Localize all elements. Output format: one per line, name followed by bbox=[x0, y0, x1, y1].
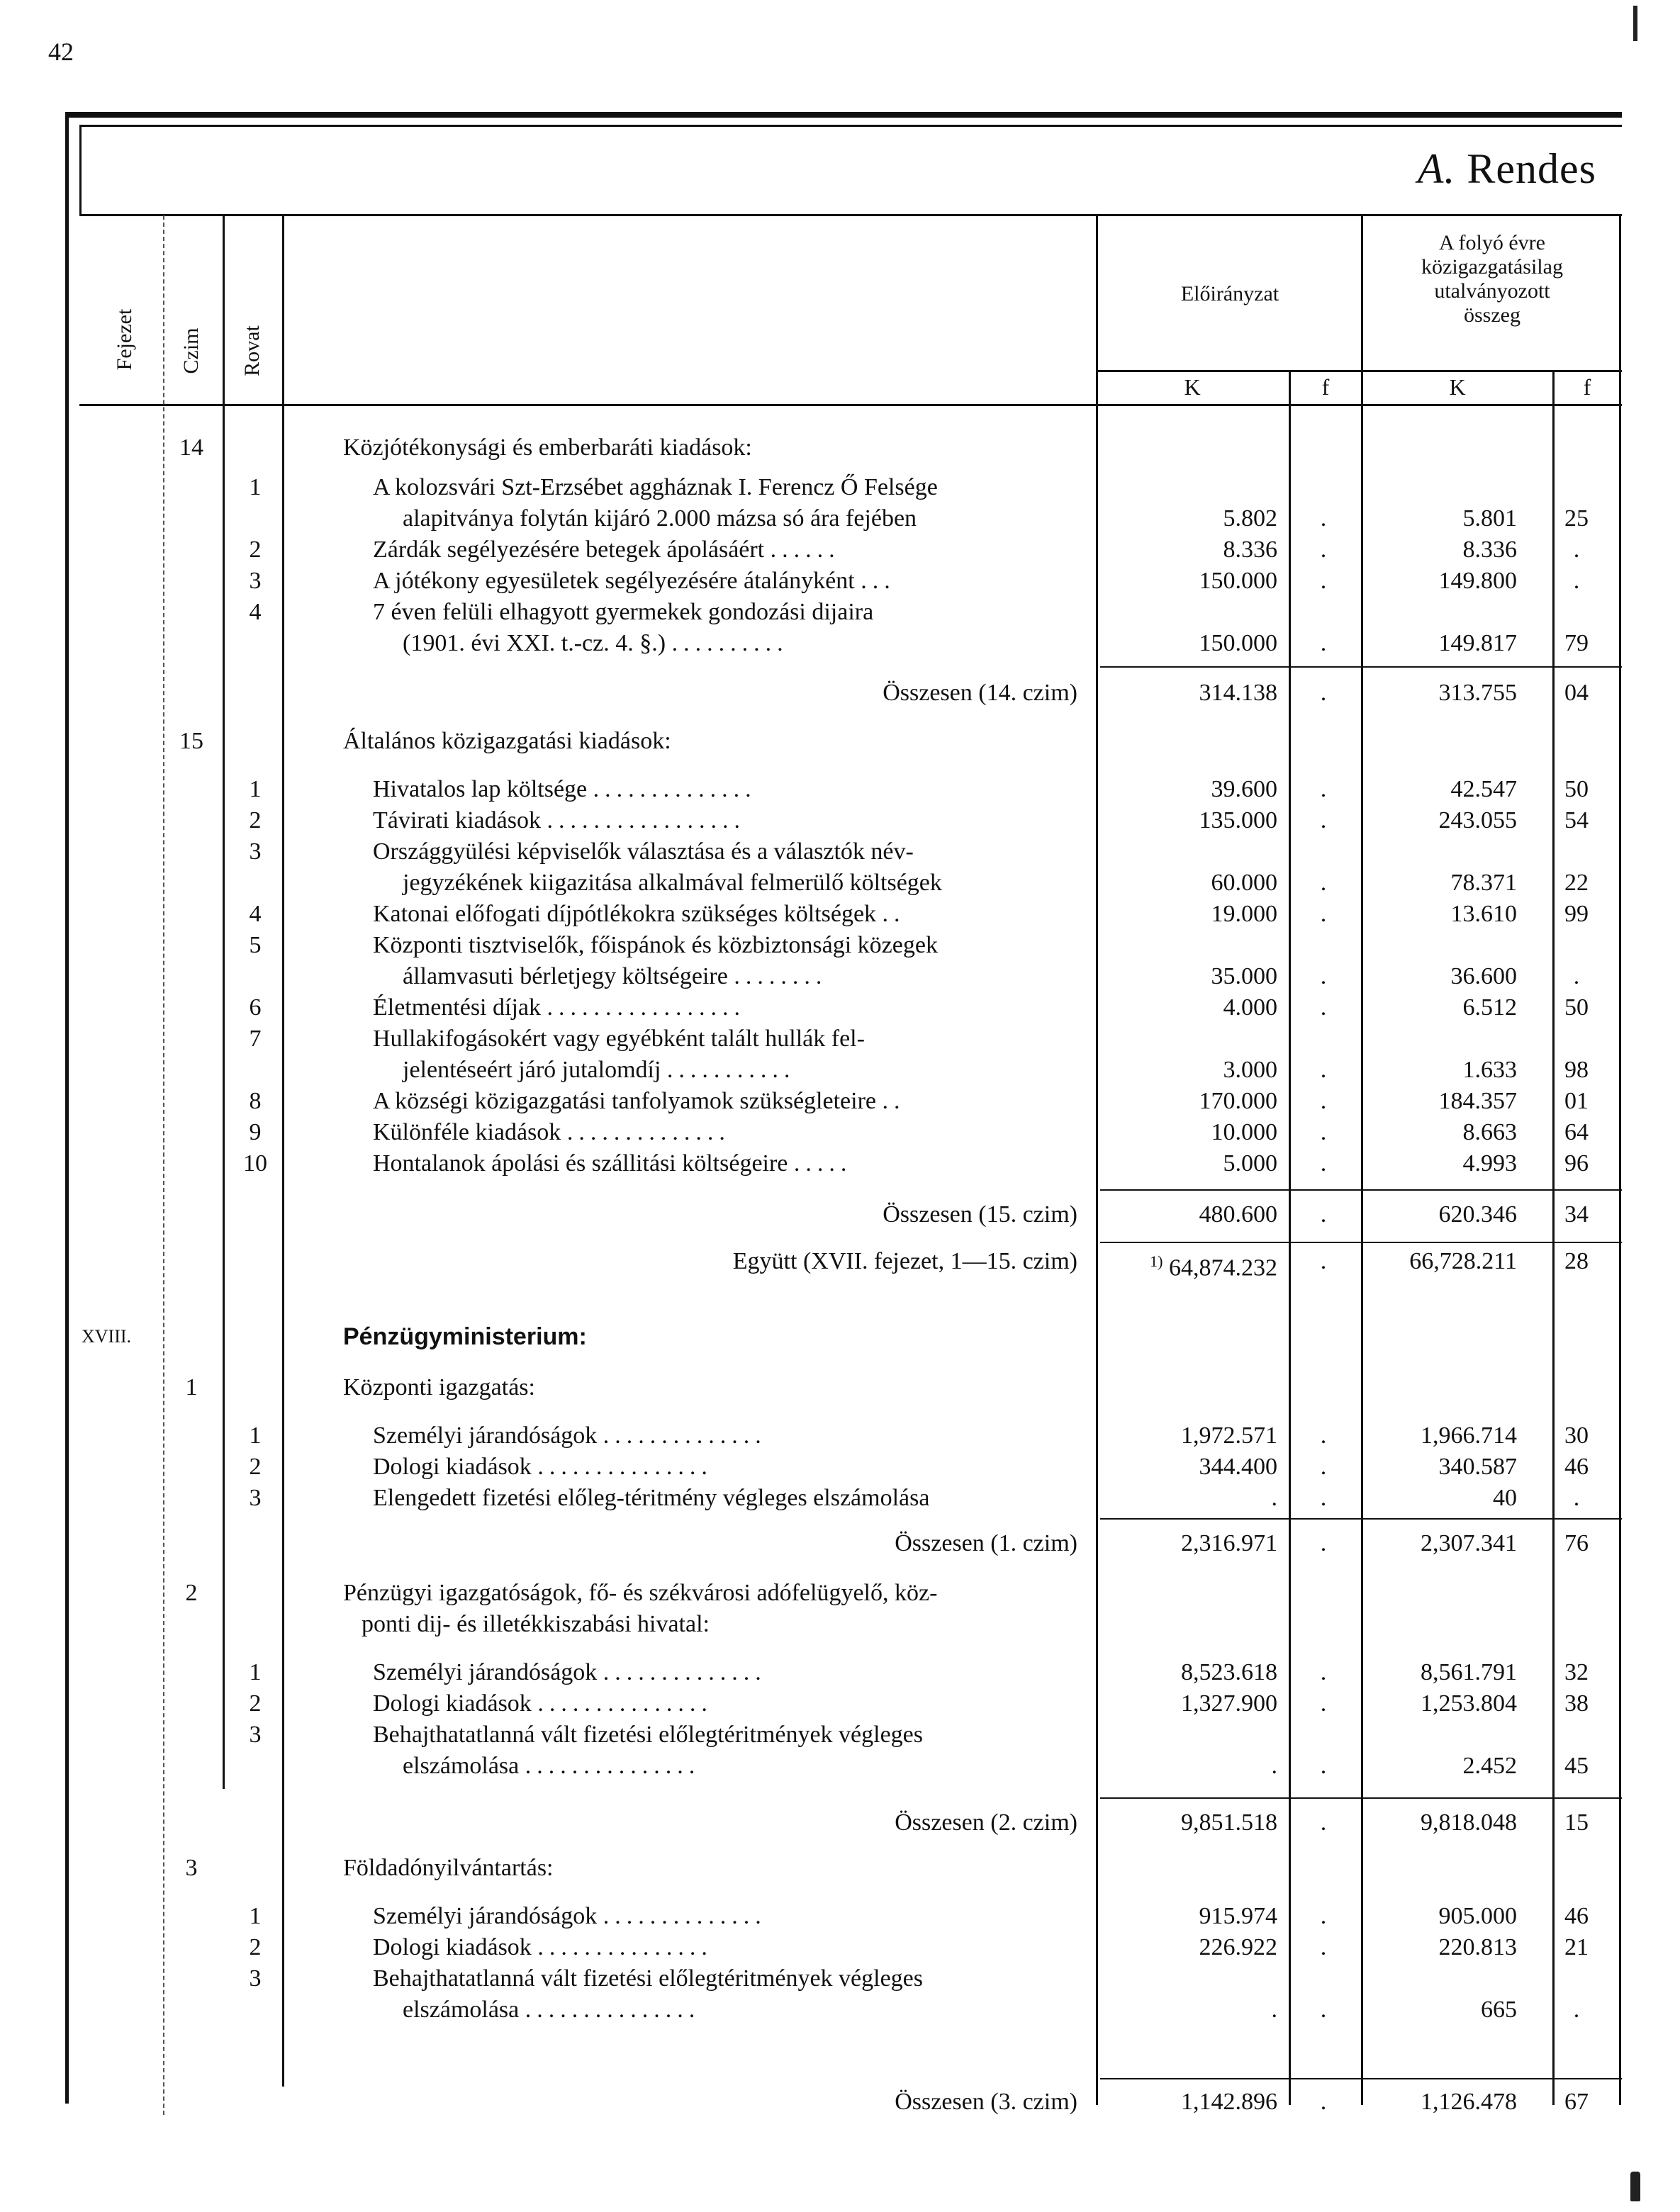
table-row: jelentéseért járó jutalomdíj ........... 3.000 . 1.633 98 bbox=[403, 1057, 1589, 1083]
table-row: 3 Országgyülési képviselők választása és a választók név- bbox=[249, 838, 914, 865]
table-row: 7 Hullakifogásokért vagy egyébként talált hullák fel- bbox=[249, 1026, 865, 1052]
sum-rule-14 bbox=[1100, 666, 1622, 668]
table-row: 2 Zárdák segélyezésére betegek ápolásáért ...... 8.336 . 8.336 . bbox=[249, 537, 1580, 563]
table-row: 1 Központi igazgatás: bbox=[185, 1374, 535, 1400]
table-row: 10 Hontalanok ápolási és szállitási költségeire ..... 5.000 . 4.993 96 bbox=[243, 1150, 1589, 1177]
margin-mark bbox=[1633, 6, 1637, 41]
table-row: 1 Személyi járandóságok .............. 915.974 . 905.000 46 bbox=[249, 1903, 1589, 1929]
footnote-mark: 1) bbox=[1150, 1252, 1163, 1270]
sum-rule-15 bbox=[1100, 1189, 1622, 1191]
header-fejezet: Fejezet bbox=[113, 308, 136, 371]
header-folyo-line-1: A folyó évre bbox=[1439, 231, 1545, 254]
table-row: 8 A községi közigazgatási tanfolyamok szükségleteire .. 170.000 . 184.357 01 bbox=[249, 1088, 1589, 1114]
header-rovat: Rovat bbox=[240, 325, 264, 376]
sum-rule-3 bbox=[1100, 2078, 1622, 2079]
header-eloiranyzat: Előirányzat bbox=[1180, 282, 1279, 305]
table-row: 2 Dologi kiadások ............... 226.922 . 220.813 21 bbox=[249, 1934, 1589, 1960]
grand-total-row: Együtt (XVII. fejezet, 1—15. czim) $^{1)}$ 64,874.232 . 66,728.211 28 bbox=[732, 1248, 1589, 1281]
table-row: 5 Központi tisztviselők, főispánok és közbiztonsági közegek bbox=[249, 932, 938, 958]
table-row: 2 Távirati kiadások ................. 135.000 . 243.055 54 bbox=[249, 807, 1589, 833]
header-folyo-line-2: közigazgatásilag bbox=[1421, 255, 1563, 279]
total-row: Összesen (3. czim) 1,142.896 . 1,126.478 67 bbox=[895, 2089, 1589, 2115]
table-row: 2 Pénzügyi igazgatóságok, fő- és székvárosi adófelügyelő, köz- bbox=[185, 1580, 938, 1606]
table-row: 6 Életmentési díjak ................. 4.000 . 6.512 50 bbox=[249, 994, 1589, 1021]
table-row: 3 Földadónyilvántartás: bbox=[185, 1855, 554, 1881]
header-top-rule bbox=[79, 214, 1622, 216]
total-row: Összesen (15. czim) 480.600 . 620.346 34 bbox=[883, 1201, 1589, 1228]
table-row: 4 7 éven felüli elhagyott gyermekek gondozási dijaira bbox=[249, 599, 874, 625]
title-box-left bbox=[79, 125, 82, 215]
sum-rule-xvii bbox=[1100, 1242, 1622, 1243]
table-row: 1 Személyi járandóságok .............. 8,523.618 . 8,561.791 32 bbox=[249, 1659, 1589, 1685]
table-row: alapitványa folytán kijáró 2.000 mázsa só ára fejében 5.802 . 5.801 25 bbox=[403, 505, 1589, 532]
header-folyo-line-3: utalványozott bbox=[1434, 279, 1550, 303]
section-title bbox=[1418, 145, 1596, 193]
table-row: 9 Különféle kiadások .............. 10.000 . 8.663 64 bbox=[249, 1119, 1589, 1145]
table-row: 2 Dologi kiadások ............... 1,327.900 . 1,253.804 38 bbox=[249, 1690, 1589, 1717]
table-row: államvasuti bérletjegy költségeire ........ 35.000 . 36.600 . bbox=[403, 963, 1580, 989]
table-row: jegyzékének kiigazitása alkalmával felmerülő költségek 60.000 . 78.371 22 bbox=[403, 870, 1589, 896]
unit-k-2: K bbox=[1449, 374, 1466, 400]
table-row: 14 Közjótékonysági és emberbaráti kiadások: bbox=[179, 434, 752, 461]
sum-rule-2 bbox=[1100, 1797, 1622, 1799]
table-row: elszámolása ............... . . 665 . bbox=[403, 1997, 1580, 2023]
unit-k-1: K bbox=[1184, 374, 1201, 400]
total-row: Összesen (2. czim) 9,851.518 . 9,818.048 15 bbox=[895, 1809, 1589, 1836]
table-row: elszámolása ............... . . 2.452 45 bbox=[403, 1753, 1589, 1779]
sum-rule-1 bbox=[1100, 1518, 1622, 1520]
table-row: 4 Katonai előfogati díjpótlékokra szükséges költségek .. 19.000 . 13.610 99 bbox=[249, 901, 1589, 927]
table-row: (1901. évi XXI. t.-cz. 4. §.) .......... 150.000 . 149.817 79 bbox=[403, 630, 1589, 656]
table-row: 15 Általános közigazgatási kiadások: bbox=[179, 728, 671, 754]
chapter-row: XVIII. Pénzügyministerium: bbox=[81, 1323, 587, 1350]
unit-f-2: f bbox=[1583, 374, 1591, 400]
unit-rule-right bbox=[1361, 370, 1622, 372]
table-row: 2 Dologi kiadások ............... 344.400 . 340.587 46 bbox=[249, 1454, 1589, 1480]
table-row: 3 Behajthatatlanná vált fizetési előlegtéritmények végleges bbox=[249, 1965, 924, 1992]
table-row: 3 Elengedett fizetési előleg-téritmény végleges elszámolása . . 40 . bbox=[249, 1485, 1580, 1511]
header-folyo-line-4: összeg bbox=[1464, 303, 1521, 327]
unit-f-1: f bbox=[1321, 374, 1330, 400]
page-number: 42 bbox=[48, 38, 74, 66]
header-bottom-rule bbox=[79, 404, 1622, 406]
table-row: ponti dij- és illetékkiszabási hivatal: bbox=[362, 1611, 710, 1637]
total-row: Összesen (1. czim) 2,316.971 . 2,307.341 76 bbox=[895, 1530, 1589, 1556]
table-row: 3 A jótékony egyesületek segélyezésére átalányként ... 150.000 . 149.800 . bbox=[249, 568, 1580, 594]
table-row: 3 Behajthatatlanná vált fizetési előlegtéritmények végleges bbox=[249, 1722, 924, 1748]
section-letter: A. bbox=[1417, 145, 1456, 192]
header-czim: Czim bbox=[179, 327, 203, 374]
table-row: 1 Hivatalos lap költsége .............. 39.600 . 42.547 50 bbox=[249, 776, 1589, 802]
section-word: Rendes bbox=[1467, 145, 1596, 192]
unit-rule-left bbox=[1096, 370, 1361, 372]
table-row: 1 Személyi járandóságok .............. 1,972.571 . 1,966.714 30 bbox=[249, 1422, 1589, 1449]
table-row: 1 A kolozsvári Szt-Erzsébet aggháznak I. Ferencz Ő Felsége bbox=[249, 474, 938, 500]
top-heavy-rule bbox=[65, 112, 1622, 118]
header-folyo-evre bbox=[1368, 231, 1616, 327]
margin-mark-bottom bbox=[1630, 2172, 1640, 2201]
total-row: Összesen (14. czim) 314.138 . 313.755 04 bbox=[883, 680, 1589, 706]
top-thin-rule bbox=[79, 125, 1622, 127]
